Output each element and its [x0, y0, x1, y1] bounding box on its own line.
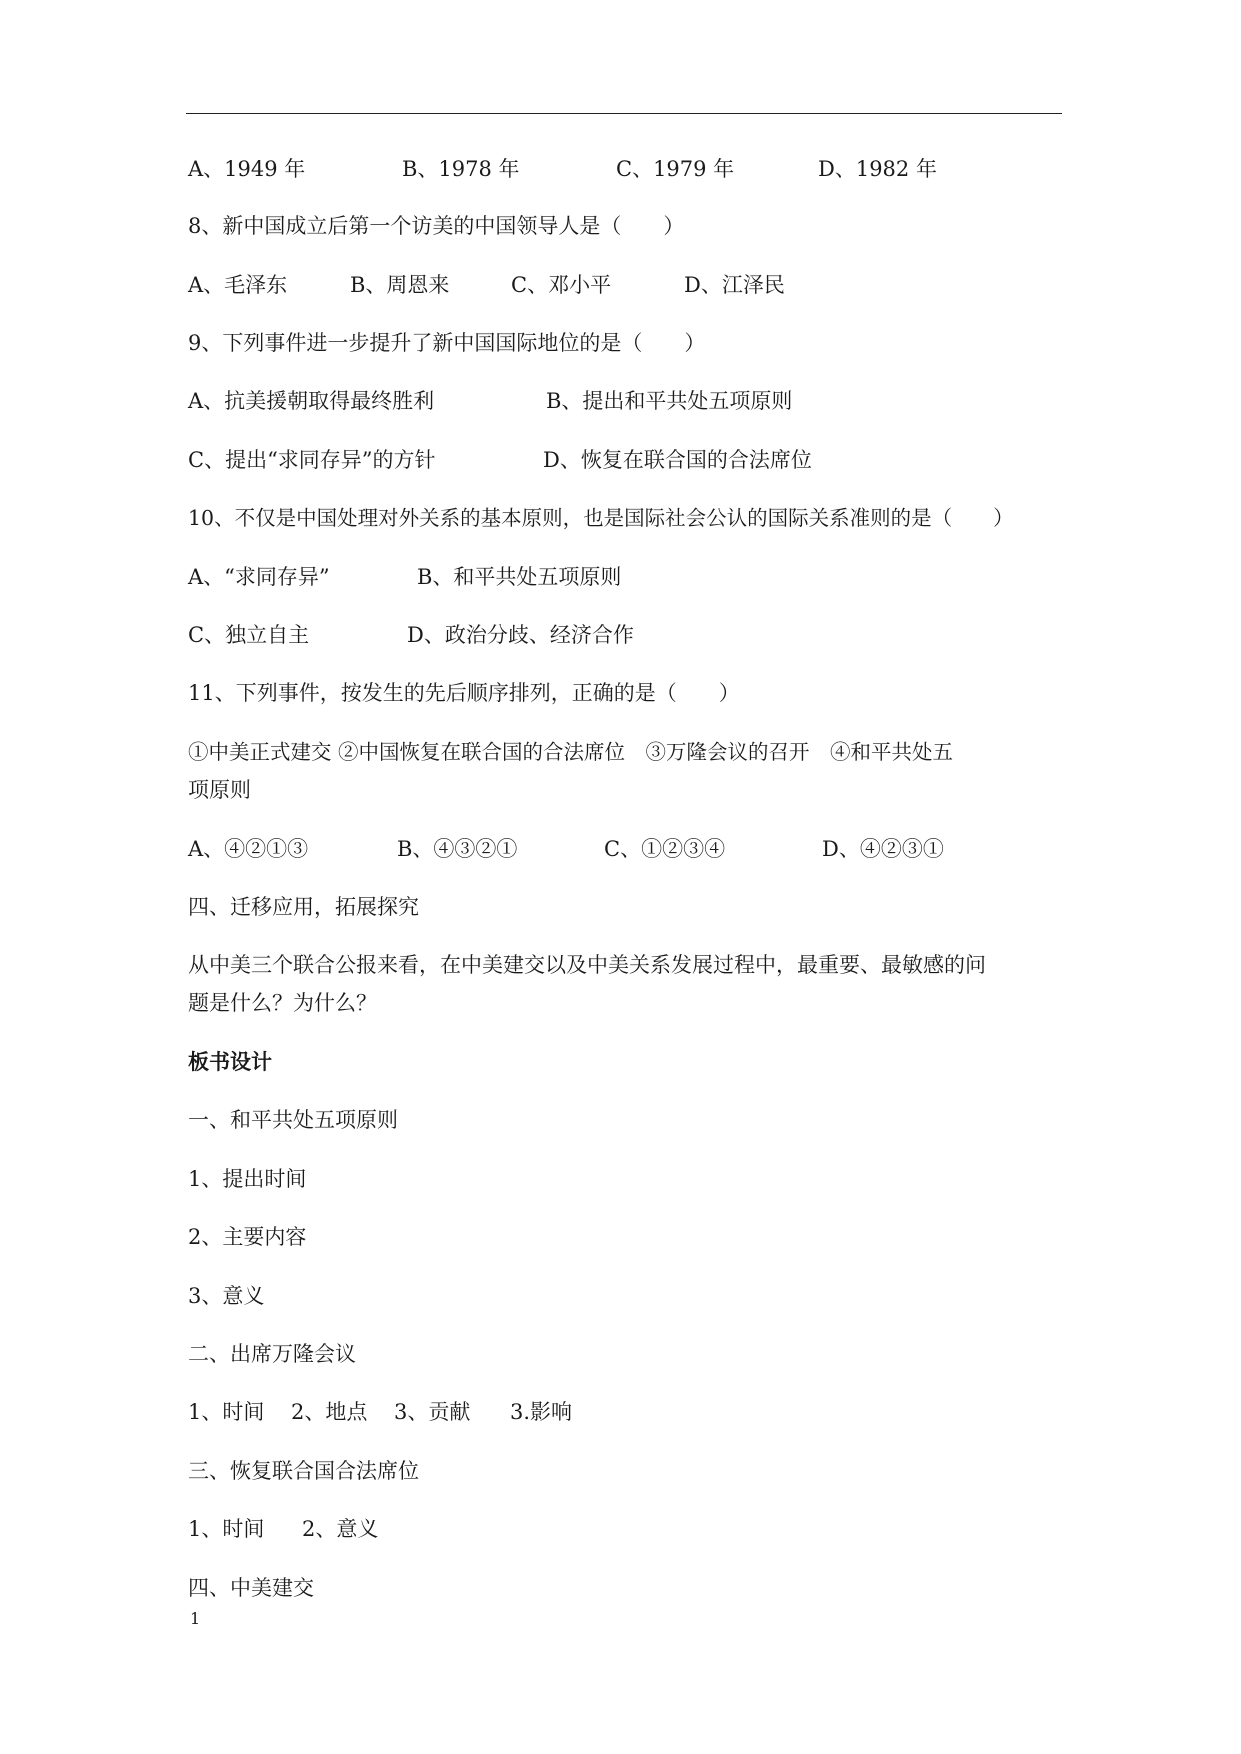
board-part1-item: 2、主要内容	[188, 1225, 307, 1249]
q11-stem: 11、下列事件，按发生的先后顺序排列，正确的是（ ）	[188, 681, 740, 705]
board-part3-item: 1、时间	[188, 1517, 265, 1541]
section4-question-line2: 题是什么？为什么？	[188, 991, 377, 1015]
page-number: 1	[190, 1609, 201, 1628]
board-heading: 板书设计	[188, 1049, 272, 1074]
q8-option-a: A、毛泽东	[188, 273, 288, 297]
board-part1-title: 一、和平共处五项原则	[188, 1108, 398, 1132]
q11-option-b: B、④③②①	[397, 837, 518, 861]
section4-title: 四、迁移应用，拓展探究	[188, 895, 419, 919]
q9-option-c: C、提出“求同存异”的方针	[188, 448, 436, 472]
board-part2-item: 1、时间	[188, 1400, 265, 1424]
q8-option-d: D、江泽民	[684, 273, 785, 297]
board-part1-item: 3、意义	[188, 1284, 265, 1308]
q11-items-line2: 项原则	[188, 778, 251, 802]
board-part2-item: 3、贡献	[394, 1400, 471, 1424]
q10-stem: 10、不仅是中国处理对外关系的基本原则，也是国际社会公认的国际关系准则的是（ ）	[188, 506, 1014, 530]
q11-items-line1: ①中美正式建交 ②中国恢复在联合国的合法席位 ③万隆会议的召开 ④和平共处五	[188, 740, 954, 764]
q7-option-d: D、1982 年	[818, 157, 937, 181]
q10-option-c: C、独立自主	[188, 623, 310, 647]
board-part4-title: 四、中美建交	[188, 1576, 314, 1600]
q7-option-a: A、1949 年	[188, 157, 306, 181]
q8-stem: 8、新中国成立后第一个访美的中国领导人是（ ）	[188, 214, 685, 238]
q10-option-a: A、“求同存异”	[188, 565, 330, 589]
q9-option-b: B、提出和平共处五项原则	[546, 389, 793, 413]
q10-option-b: B、和平共处五项原则	[417, 565, 622, 589]
q11-option-c: C、①②③④	[604, 837, 726, 861]
board-part3-title: 三、恢复联合国合法席位	[188, 1459, 419, 1483]
q11-option-a: A、④②①③	[188, 837, 309, 861]
q10-option-d: D、政治分歧、经济合作	[407, 623, 634, 647]
q11-option-d: D、④②③①	[822, 837, 944, 861]
q7-option-c: C、1979 年	[616, 157, 735, 181]
q9-option-a: A、抗美援朝取得最终胜利	[188, 389, 435, 413]
q8-option-b: B、周恩来	[350, 273, 450, 297]
q9-stem: 9、下列事件进一步提升了新中国国际地位的是（ ）	[188, 331, 706, 355]
q7-option-b: B、1978 年	[402, 157, 520, 181]
q9-option-d: D、恢复在联合国的合法席位	[543, 448, 812, 472]
q8-option-c: C、邓小平	[511, 273, 612, 297]
board-part2-title: 二、出席万隆会议	[188, 1342, 356, 1366]
header-rule	[186, 113, 1062, 114]
board-part2-item: 3.影响	[510, 1400, 573, 1424]
board-part3-item: 2、意义	[302, 1517, 379, 1541]
section4-question-line1: 从中美三个联合公报来看，在中美建交以及中美关系发展过程中，最重要、最敏感的问	[188, 953, 986, 977]
board-part2-item: 2、地点	[291, 1400, 368, 1424]
board-part1-item: 1、提出时间	[188, 1167, 307, 1191]
